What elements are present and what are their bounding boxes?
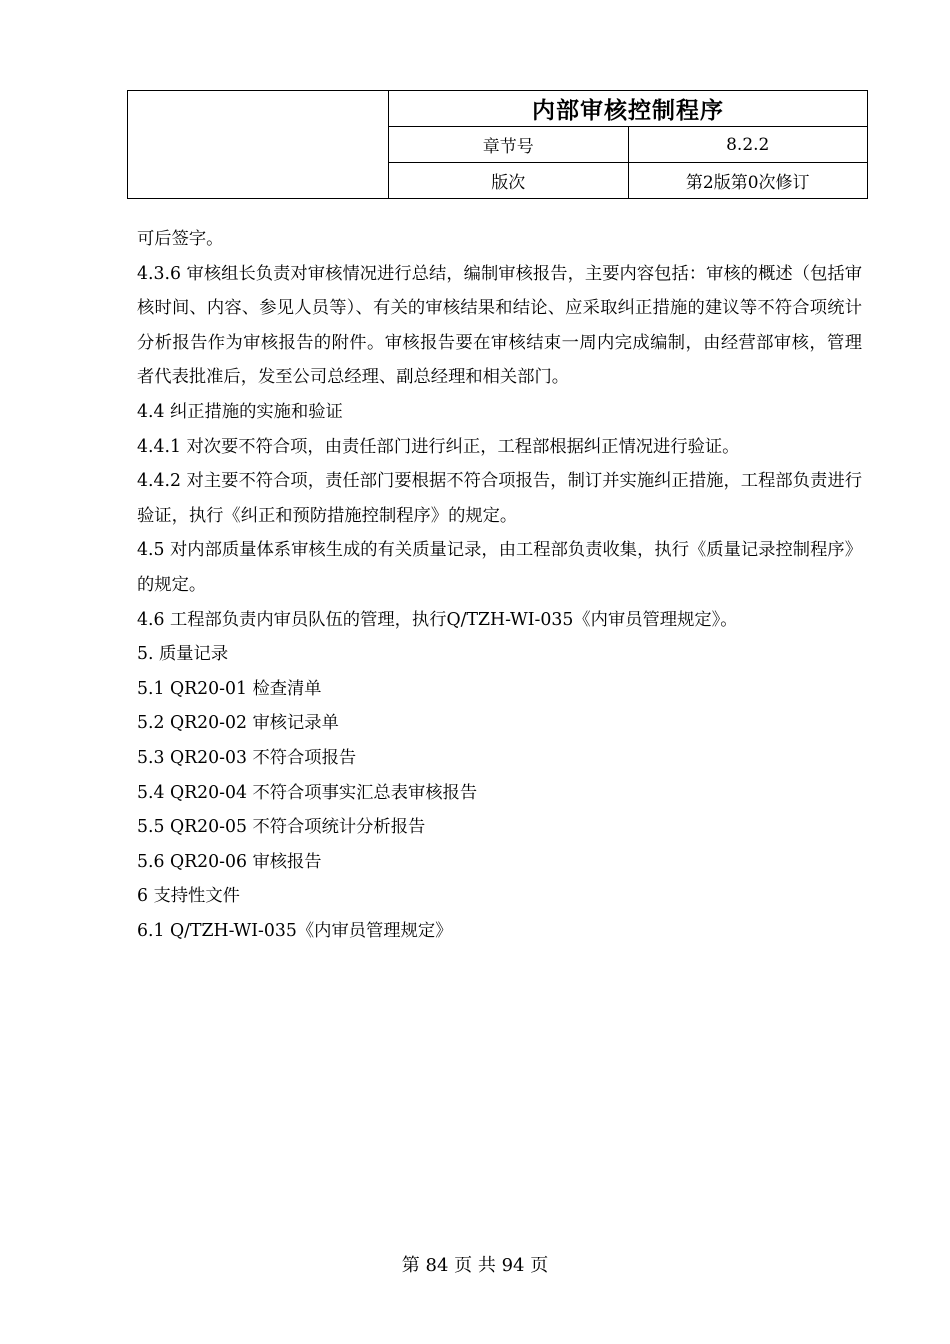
paragraph: 4.5 对内部质量体系审核生成的有关质量记录，由工程部负责收集，执行《质量记录控制程序》的规定。 bbox=[137, 540, 862, 595]
list-item: 5.3 QR20-03 不符合项报告 bbox=[137, 747, 357, 768]
section-heading: 4.4 纠正措施的实施和验证 bbox=[137, 401, 343, 422]
list-item: 5.1 QR20-01 检查清单 bbox=[137, 678, 322, 699]
list-item: 5.2 QR20-02 审核记录单 bbox=[137, 713, 339, 734]
version-label: 版次 bbox=[389, 163, 629, 199]
logo-cell bbox=[128, 91, 389, 199]
paragraph: 4.3.6 审核组长负责对审核情况进行总结，编制审核报告，主要内容包括：审核的概述（包括审核时间、内容、参见人员等）、有关的审核结果和结论、应采取纠正措施的建议等不符合项统计分析报告作为审核报告的附件。审核报告要在审核结束一周内完成编制，由经营部审核，管理者代表批准后，发至公司总经理、副总经理和相关部门。 bbox=[137, 263, 862, 388]
list-item: 5.6 QR20-06 审核报告 bbox=[137, 851, 322, 872]
document-header-table bbox=[127, 90, 868, 199]
chapter-label: 章节号 bbox=[389, 127, 629, 163]
list-item: 5.5 QR20-05 不符合项统计分析报告 bbox=[137, 817, 426, 838]
paragraph: 可后签字。 bbox=[137, 229, 224, 249]
chapter-value: 8.2.2 bbox=[628, 127, 868, 163]
list-item: 5.4 QR20-04 不符合项事实汇总表审核报告 bbox=[137, 782, 478, 803]
document-body bbox=[137, 222, 862, 948]
document-title: 内部审核控制程序 bbox=[389, 91, 868, 127]
page-number-footer: 第 84 页 共 94 页 bbox=[401, 1255, 549, 1276]
paragraph: 4.6 工程部负责内审员队伍的管理，执行Q/TZH-WI-035《内审员管理规定》。 bbox=[137, 609, 738, 630]
section-heading: 5. 质量记录 bbox=[137, 644, 229, 665]
section-heading: 6 支持性文件 bbox=[137, 886, 240, 907]
version-value: 第2版第0次修订 bbox=[628, 163, 868, 199]
paragraph: 4.4.1 对次要不符合项，由责任部门进行纠正，工程部根据纠正情况进行验证。 bbox=[137, 436, 740, 457]
paragraph: 4.4.2 对主要不符合项，责任部门要根据不符合项报告，制订并实施纠正措施，工程部负责进行验证，执行《纠正和预防措施控制程序》的规定。 bbox=[137, 471, 862, 526]
list-item: 6.1 Q/TZH-WI-035《内审员管理规定》 bbox=[137, 920, 453, 941]
